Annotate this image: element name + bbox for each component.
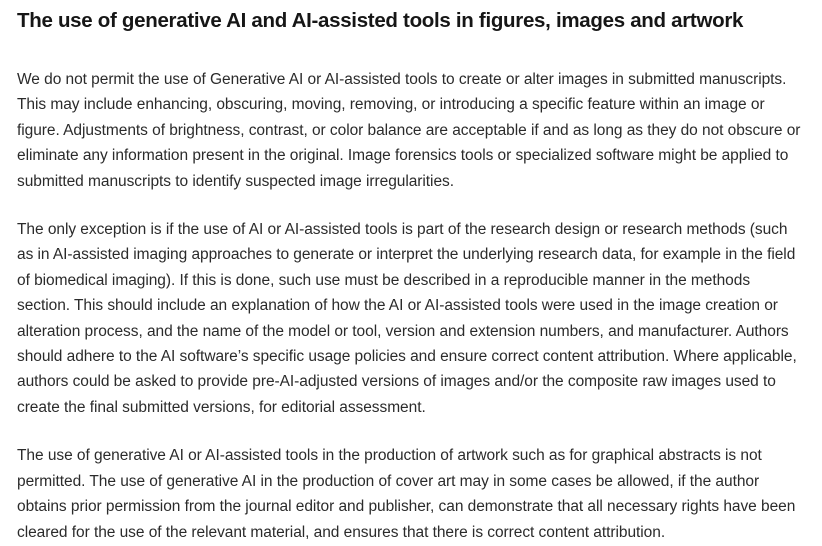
page-title: The use of generative AI and AI-assisted tools in figures, images and artwork bbox=[17, 9, 744, 32]
policy-paragraph-artwork: The use of generative AI or AI-assisted tools in the production of artwork such as for graphical abstracts is not permitted. The use of generative AI in the production of cover art may in some cases be allowed, if the author obtains prior permission from the journal editor and publisher, can demonstrate that all necessary rights have been cleared for the use of the relevant material, and ensures that there is correct content attribution. bbox=[17, 447, 796, 541]
policy-paragraph-manuscript-images: We do not permit the use of Generative AI or AI-assisted tools to create or alter images in submitted manuscripts. This may include enhancing, obscuring, moving, removing, or introducing a specific feature within an image or figure. Adjustments of brightness, contrast, or color balance are acceptable if and as long as they do not obscure or eliminate any information present in the original. Image forensics tools or specialized software might be applied to submitted manuscripts to identify suspected image irregularities. bbox=[17, 71, 801, 190]
policy-paragraph-research-exception: The only exception is if the use of AI or AI-assisted tools is part of the research design or research methods (such as in AI-assisted imaging approaches to generate or interpret the underlying research data, for example in the field of biomedical imaging). If this is done, such use must be described in a reproducible manner in the methods section. This should include an explanation of how the AI or AI-assisted tools were used in the image creation or alteration process, and the name of the model or tool, version and extension numbers, and manufacturer. Authors should adhere to the AI software’s specific usage policies and ensure correct content attribution. Where applicable, authors could be asked to provide pre-AI-adjusted versions of images and/or the composite raw images used to create the final submitted versions, for editorial assessment. bbox=[17, 221, 797, 416]
